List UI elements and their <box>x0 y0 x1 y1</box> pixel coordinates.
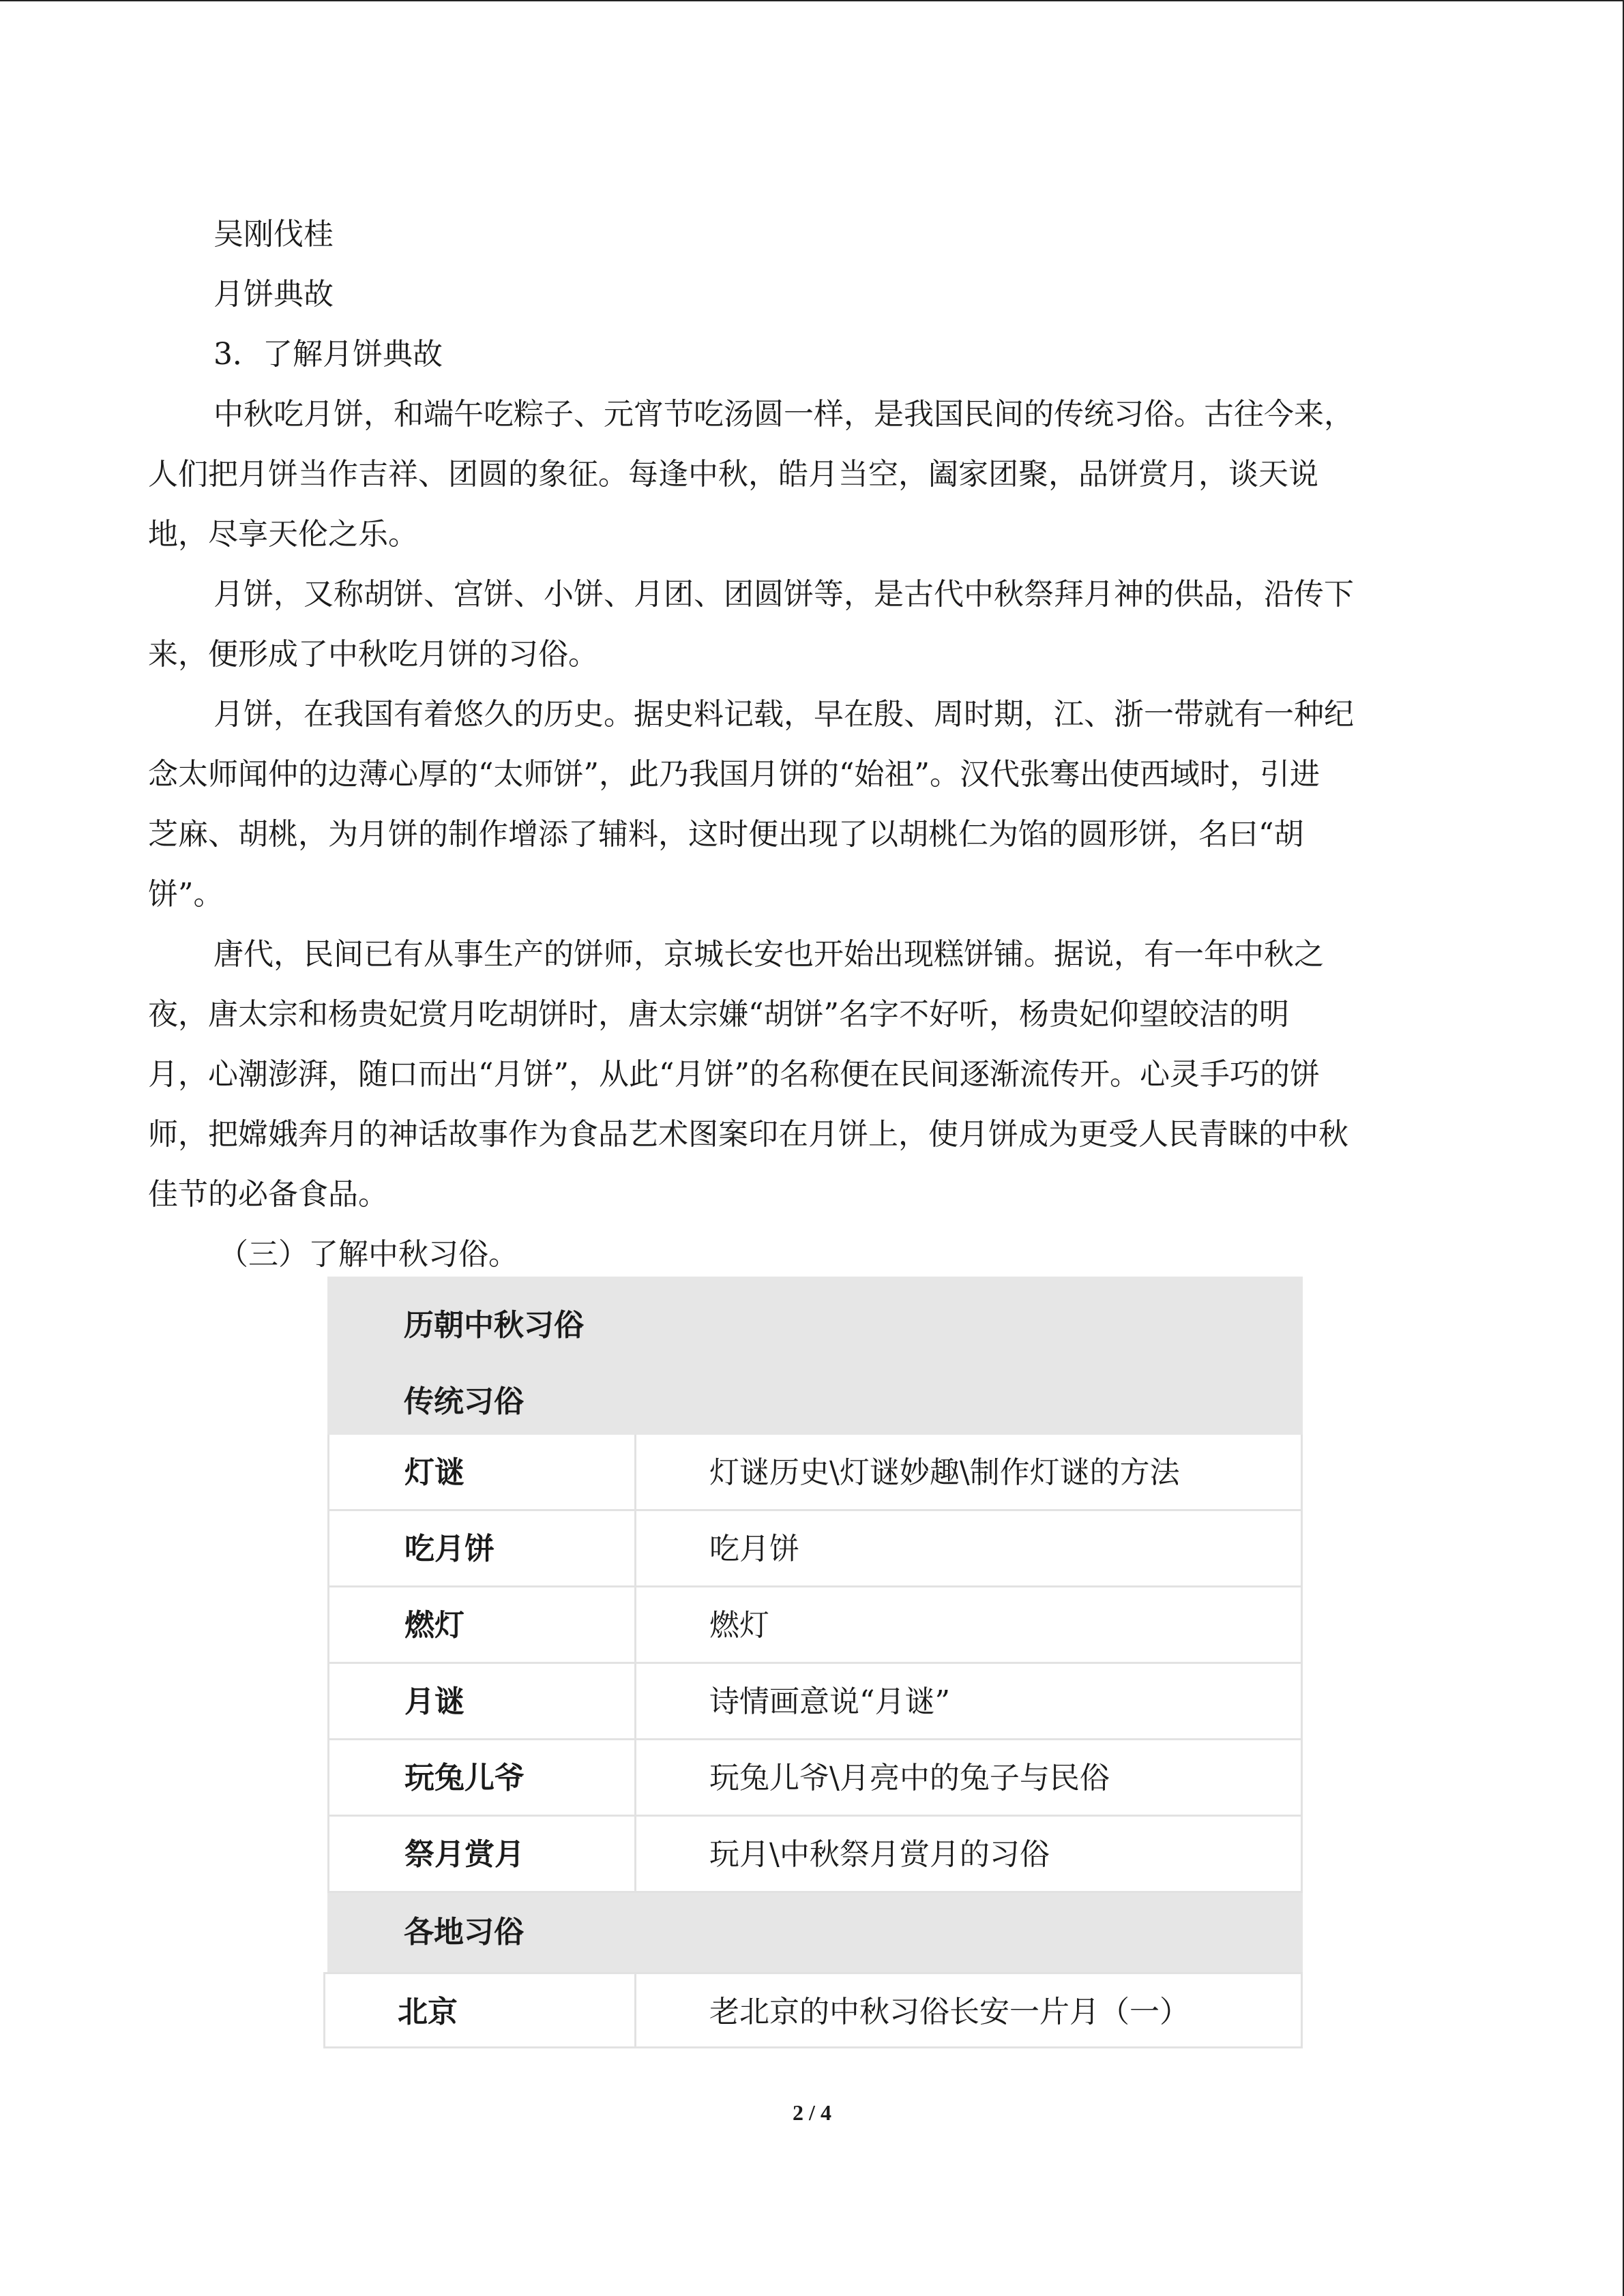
table-group-traditional: 传统习俗 <box>404 1384 524 1419</box>
table-header-band <box>327 1277 1303 1435</box>
table-row <box>323 1972 1303 2048</box>
column-divider <box>634 1587 636 1662</box>
paragraph-line: 人们把月饼当作吉祥、团圆的象征。每逢中秋，皓月当空，阖家团聚，品饼赏月，谈天说 <box>148 457 1318 492</box>
table-title: 历朝中秋习俗 <box>404 1308 584 1343</box>
custom-desc: 玩兔儿爷\月亮中的兔子与民俗 <box>709 1761 1110 1795</box>
page-number: 2 / 4 <box>793 2100 831 2125</box>
paragraph-line: 中秋吃月饼，和端午吃粽子、元宵节吃汤圆一样，是我国民间的传统习俗。古往今来， <box>213 397 1354 432</box>
column-divider <box>634 1511 636 1585</box>
column-divider <box>634 1740 636 1815</box>
table-group-regional: 各地习俗 <box>404 1915 524 1950</box>
custom-desc: 燃灯 <box>709 1608 769 1643</box>
paragraph-line: 念太师闻仲的边薄心厚的“太师饼”，此乃我国月饼的“始祖”。汉代张骞出使西域时，引进 <box>148 757 1320 792</box>
custom-name: 吃月饼 <box>404 1532 494 1566</box>
paragraph-line: 来，便形成了中秋吃月饼的习俗。 <box>148 637 598 672</box>
column-divider <box>634 1435 636 1509</box>
heading-wugang: 吴刚伐桂 <box>213 217 334 252</box>
column-divider <box>634 1664 636 1738</box>
heading-yuebing-diangu: 月饼典故 <box>213 277 334 312</box>
custom-name: 玩兔儿爷 <box>404 1761 525 1795</box>
table-row <box>327 1664 1303 1740</box>
custom-desc: 老北京的中秋习俗长安一片月（一） <box>709 1995 1190 2029</box>
paragraph-line: 月饼，又称胡饼、宫饼、小饼、月团、团圆饼等，是古代中秋祭拜月神的供品，沿传下 <box>213 577 1354 612</box>
custom-name: 燃灯 <box>404 1608 464 1643</box>
custom-name: 祭月赏月 <box>404 1837 525 1872</box>
custom-desc: 吃月饼 <box>709 1532 799 1566</box>
paragraph-line: 月，心潮澎湃，随口而出“月饼”，从此“月饼”的名称便在民间逐渐流传开。心灵手巧的饼 <box>148 1057 1320 1092</box>
column-divider <box>634 1974 636 2046</box>
column-divider <box>634 1817 636 1891</box>
custom-name: 灯谜 <box>404 1455 464 1490</box>
custom-desc: 诗情画意说“月谜” <box>709 1684 950 1719</box>
paragraph-line: 唐代，民间已有从事生产的饼师，京城长安也开始出现糕饼铺。据说，有一年中秋之 <box>213 937 1324 972</box>
paragraph-line: 师，把嫦娥奔月的神话故事作为食品艺术图案印在月饼上，使月饼成为更受人民青睐的中秋 <box>148 1117 1348 1152</box>
table-row <box>327 1740 1303 1817</box>
table-row <box>327 1511 1303 1587</box>
custom-desc: 玩月\中秋祭月赏月的习俗 <box>709 1837 1050 1872</box>
paragraph-line: 饼”。 <box>148 877 224 912</box>
table-row <box>327 1817 1303 1893</box>
paragraph-line: 佳节的必备食品。 <box>148 1177 388 1212</box>
table-row <box>327 1587 1303 1664</box>
paragraph-line: 月饼，在我国有着悠久的历史。据史料记载，早在殷、周时期，江、浙一带就有一种纪 <box>213 697 1354 732</box>
section-three-heading: （三）了解中秋习俗。 <box>218 1237 518 1272</box>
custom-name: 月谜 <box>404 1684 464 1719</box>
custom-desc: 灯谜历史\灯谜妙趣\制作灯谜的方法 <box>709 1455 1180 1490</box>
table-group-band <box>327 1893 1303 1972</box>
table-row <box>327 1435 1303 1511</box>
custom-name: 北京 <box>398 1995 458 2029</box>
section-3-heading: 3．了解月饼典故 <box>213 337 443 372</box>
paragraph-line: 夜，唐太宗和杨贵妃赏月吃胡饼时，唐太宗嫌“胡饼”名字不好听，杨贵妃仰望皎洁的明 <box>148 997 1289 1032</box>
paragraph-line: 地，尽享天伦之乐。 <box>148 517 418 552</box>
paragraph-line: 芝麻、胡桃，为月饼的制作增添了辅料，这时便出现了以胡桃仁为馅的圆形饼，名曰“胡 <box>148 817 1304 852</box>
